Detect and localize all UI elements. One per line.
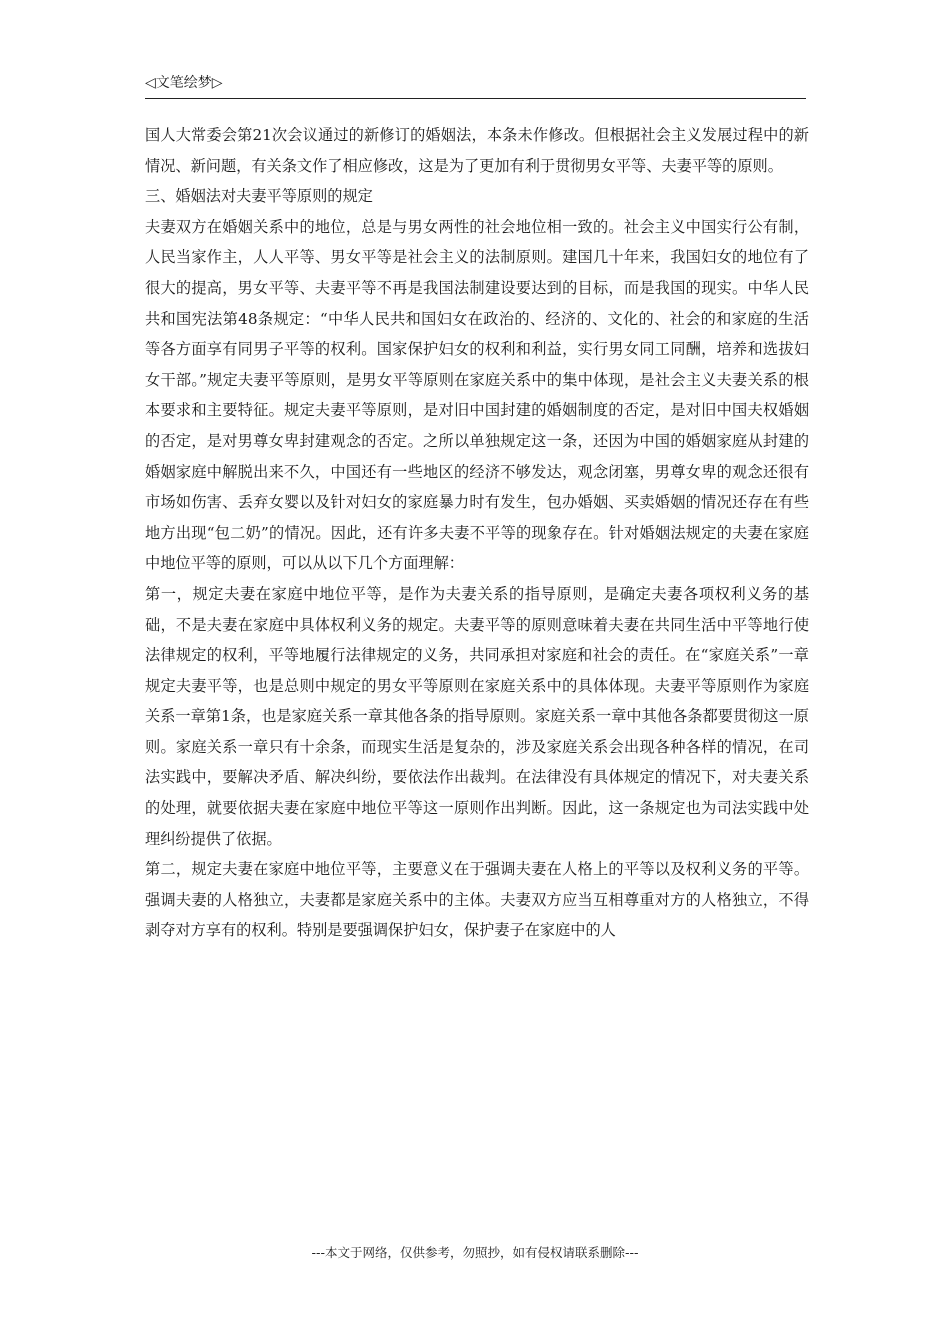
paragraph: 国人大常委会第21次会议通过的新修订的婚姻法，本条未作修改。但根据社会主义发展过程中的新情况、新问题，有关条文作了相应修改，这是为了更加有利于贯彻男女平等、夫妻平等的原则。 bbox=[145, 126, 809, 175]
section-heading: 三、婚姻法对夫妻平等原则的规定 bbox=[145, 187, 373, 206]
paragraph: 第二，规定夫妻在家庭中地位平等，主要意义在于强调夫妻在人格上的平等以及权利义务的平等。强调夫妻的人格独立，夫妻都是家庭关系中的主体。夫妻双方应当互相尊重对方的人格独立，不得剥夺对方享有的权利。特别是要强调保护妇女，保护妻子在家庭中的人 bbox=[145, 860, 809, 940]
header-title: ◁文笔绘梦▷ bbox=[145, 75, 223, 91]
page-footer bbox=[0, 1244, 950, 1262]
page-header bbox=[145, 72, 806, 99]
document-body bbox=[145, 120, 809, 946]
paragraph: 第一，规定夫妻在家庭中地位平等，是作为夫妻关系的指导原则，是确定夫妻各项权利义务的基础，不是夫妻在家庭中具体权利义务的规定。夫妻平等的原则意味着夫妻在共同生活中平等地行使法律规定的权利，平等地履行法律规定的义务，共同承担对家庭和社会的责任。在“家庭关系”一章规定夫妻平等，也是总则中规定的男女平等原则在家庭关系中的具体体现。夫妻平等原则作为家庭关系一章第1条，也是家庭关系一章其他各条的指导原则。家庭关系一章中其他各条都要贯彻这一原则。家庭关系一章只有十余条，而现实生活是复杂的，涉及家庭关系会出现各种各样的情况，在司法实践中，要解决矛盾、解决纠纷，要依法作出裁判。在法律没有具体规定的情况下，对夫妻关系的处理，就要依据夫妻在家庭中地位平等这一原则作出判断。因此，这一条规定也为司法实践中处理纠纷提供了依据。 bbox=[145, 584, 809, 848]
paragraph: 夫妻双方在婚姻关系中的地位，总是与男女两性的社会地位相一致的。社会主义中国实行公有制，人民当家作主，人人平等、男女平等是社会主义的法制原则。建国几十年来，我国妇女的地位有了很大的提高，男女平等、夫妻平等不再是我国法制建设要达到的目标，而是我国的现实。中华人民共和国宪法第48条规定：“中华人民共和国妇女在政治的、经济的、文化的、社会的和家庭的生活等各方面享有同男子平等的权利。国家保护妇女的权利和利益，实行男女同工同酬，培养和选拔妇女干部。”规定夫妻平等原则，是男女平等原则在家庭关系中的集中体现，是社会主义夫妻关系的根本要求和主要特征。规定夫妻平等原则，是对旧中国封建的婚姻制度的否定，是对旧中国夫权婚姻的否定，是对男尊女卑封建观念的否定。之所以单独规定这一条，还因为中国的婚姻家庭从封建的婚姻家庭中解脱出来不久，中国还有一些地区的经济不够发达，观念闭塞，男尊女卑的观念还很有市场如伤害、丢弃女婴以及针对妇女的家庭暴力时有发生，包办婚姻、买卖婚姻的情况还存在有些地方出现“包二奶”的情况。因此，还有许多夫妻不平等的现象存在。针对婚姻法规定的夫妻在家庭中地位平等的原则，可以从以下几个方面理解： bbox=[145, 217, 809, 573]
footer-notice: ---本文于网络，仅供参考，勿照抄，如有侵权请联系删除--- bbox=[311, 1245, 639, 1260]
